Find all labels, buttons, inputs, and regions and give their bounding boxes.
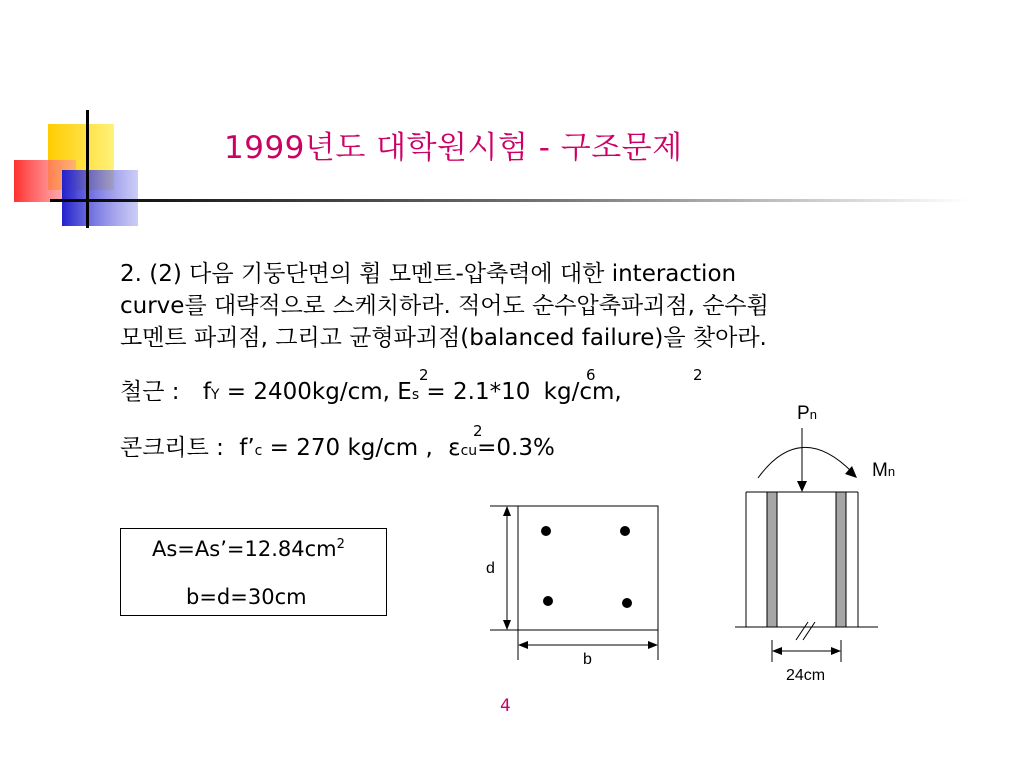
steel-area-value: As=As’=12.84cm: [152, 537, 337, 561]
es-subscript: s: [411, 387, 420, 403]
es-exponent: 6: [586, 366, 596, 384]
column-elevation-diagram: [735, 395, 915, 690]
axial-load-label: Pn: [797, 403, 817, 424]
fy-separator: ,: [382, 379, 390, 405]
rebar-top-left: [541, 526, 551, 536]
question-line-2: curve를 대략적으로 스케치하라. 적어도 순수압축파괴점, 순수휨: [120, 293, 769, 319]
steel-area-exponent: 2: [336, 537, 345, 552]
fc-value: = 270 kg/cm: [262, 435, 419, 461]
fy-symbol: f: [202, 379, 211, 405]
es-unit: kg/cm: [543, 379, 615, 405]
dim-b-arrow-left: [518, 641, 528, 649]
ecu-subscript: cu: [460, 443, 478, 459]
question-line-3: 모멘트 파괴점, 그리고 균형파괴점(balanced failure)을 찾아라.: [120, 325, 767, 351]
fc-symbol: f’: [239, 435, 255, 461]
dim-b-arrow-right: [648, 641, 658, 649]
ecu-symbol: ε: [448, 435, 461, 461]
es-value: = 2.1*10: [419, 379, 531, 405]
column-section-outline: [518, 506, 658, 630]
dim-d-arrow-top: [503, 506, 511, 516]
break-mark-2: [803, 622, 815, 640]
rebar-right: [836, 492, 846, 627]
fc-subscript: c: [254, 443, 263, 459]
concrete-label: 콘크리트 :: [120, 435, 224, 461]
dim-d-arrow-bottom: [503, 620, 511, 630]
ecu-value: =0.3%: [477, 435, 555, 461]
moment-arc: [758, 447, 852, 478]
dim-24cm-label: 24cm: [786, 667, 826, 684]
rebar-top-right: [620, 526, 630, 536]
page-number: 4: [500, 696, 511, 716]
steel-label: 철근 :: [120, 379, 180, 405]
concrete-properties: [120, 432, 555, 467]
steel-area-text: [152, 537, 345, 561]
rebar-left: [767, 492, 777, 627]
axial-arrowhead: [797, 481, 807, 492]
dim-arrow-right: [831, 647, 841, 655]
dim-arrow-left: [772, 647, 782, 655]
fy-value: = 2400kg/cm: [219, 379, 383, 405]
fc-separator: ,: [418, 435, 433, 461]
dim-b-label: b: [583, 651, 592, 668]
es-unit-exponent: 2: [693, 366, 703, 384]
moment-arrowhead: [845, 466, 857, 478]
fc-exponent: 2: [473, 422, 483, 440]
fy-exponent: 2: [419, 366, 429, 384]
es-symbol: E: [397, 379, 412, 405]
slide-title: 1999년도 대학원시험 - 구조문제: [224, 130, 683, 166]
dimensions-text: b=d=30cm: [186, 585, 307, 609]
dim-d-label: d: [486, 560, 495, 577]
question-line-1: 2. (2) 다음 기둥단면의 휨 모멘트-압축력에 대한 interaction: [120, 261, 737, 287]
break-mark-1: [796, 622, 808, 640]
rebar-bottom-right: [622, 598, 632, 608]
rebar-bottom-left: [543, 596, 553, 606]
moment-label: Mn: [872, 460, 896, 481]
steel-properties: [120, 376, 622, 411]
vertical-rule: [86, 110, 89, 228]
blue-block: [62, 170, 138, 226]
fy-subscript: Y: [210, 387, 220, 403]
cross-section-diagram: [480, 495, 680, 670]
es-trailing: ,: [614, 379, 622, 405]
horizontal-rule: [50, 199, 970, 202]
